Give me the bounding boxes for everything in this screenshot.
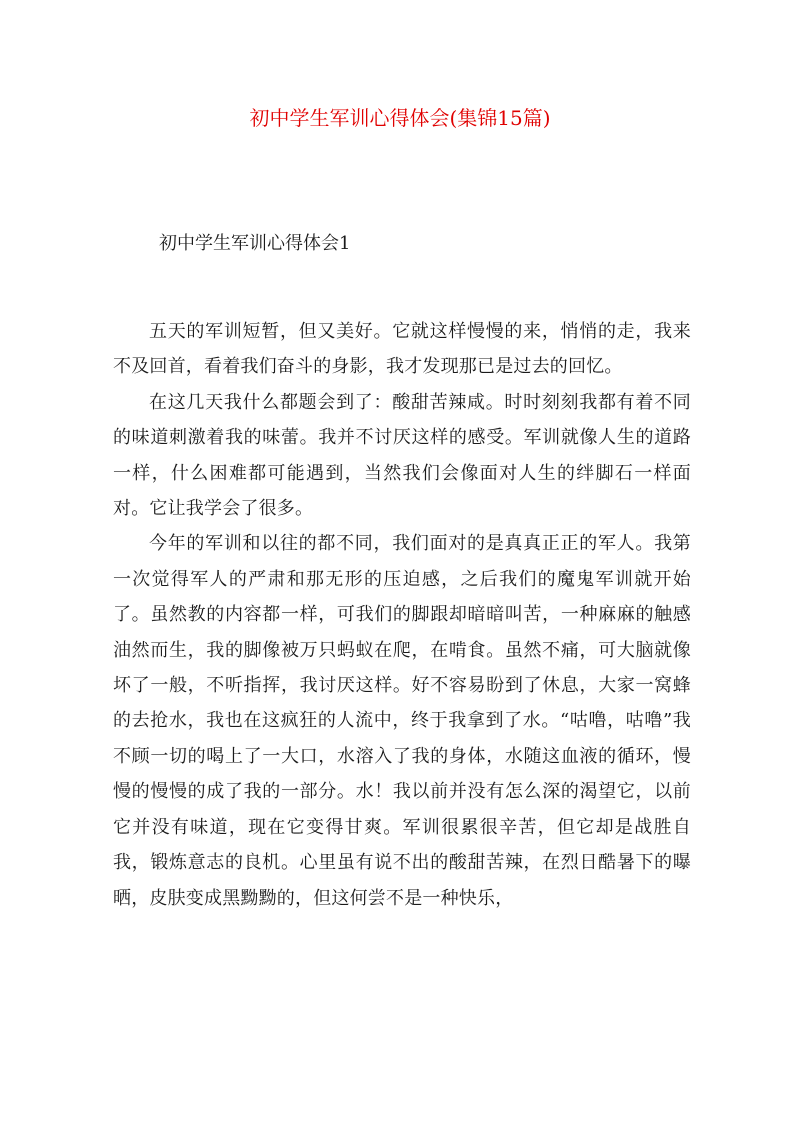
section-heading: 初中学生军训心得体会1 (159, 233, 351, 254)
body-text (113, 314, 691, 916)
paragraph-2: 在这几天我什么都题会到了：酸甜苦辣咸。时时刻刻我都有着不同的味道刺激着我的味蕾。我并不讨厌这样的感受。军训就像人生的道路一样，什么困难都可能遇到，当然我们会像面对人生的绊脚石一样面对。它让我学会了很多。 (113, 391, 691, 520)
paragraph-1: 五天的军训短暂，但又美好。它就这样慢慢的来，悄悄的走，我来不及回首，看着我们奋斗的身影，我才发现那已是过去的回忆。 (113, 321, 691, 378)
paragraph-3: 今年的军训和以往的都不同，我们面对的是真真正正的军人。我第一次觉得军人的严肃和那无形的压迫感，之后我们的魔鬼军训就开始了。虽然教的内容都一样，可我们的脚跟却暗暗叫苦，一种麻麻的触感油然而生，我的脚像被万只蚂蚁在爬，在啃食。虽然不痛，可大脑就像坏了一般，不听指挥，我讨厌这样。好不容易盼到了休息，大家一窝蜂的去抢水，我也在这疯狂的人流中，终于我拿到了水。“咕噜，咕噜”我不顾一切的喝上了一大口，水溶入了我的身体，水随这血液的循环，慢慢的慢慢的成了我的一部分。水！我以前并没有怎么深的渴望它，以前它并没有味道，现在它变得甘爽。军训很累很辛苦，但它却是战胜自我，锻炼意志的良机。心里虽有说不出的酸甜苦辣，在烈日酷暑下的曝晒，皮肤变成黑黝黝的，但这何尝不是一种快乐， (113, 533, 691, 909)
document-title: 初中学生军训心得体会(集锦15篇) (249, 106, 551, 130)
